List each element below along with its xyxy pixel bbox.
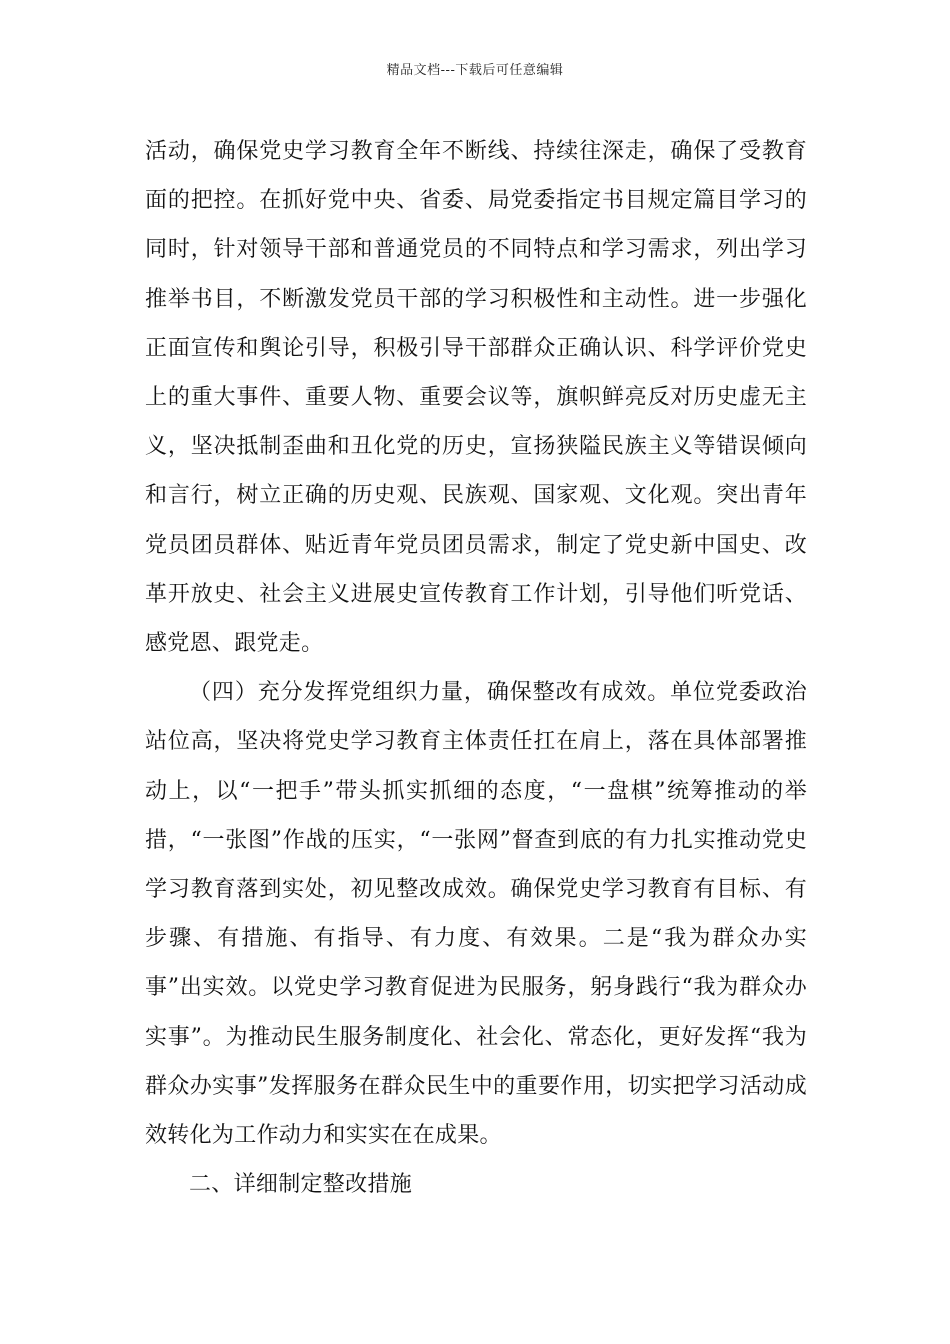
page-header: 精品文档---下载后可任意编辑 (386, 63, 564, 78)
document-body (145, 127, 807, 1209)
paragraph-section-four: （四）充分发挥党组织力量，确保整改有成效。单位党委政治站位高，坚决将党史学习教育主体责任扛在肩上，落在具体部署推动上，以“一把手”带头抓实抓细的态度，“一盘棋”统筹推动的举措，“一张图”作战的压实，“一张网”督查到底的有力扎实推动党史学习教育落到实处，初见整改成效。确保党史学习教育有目标、有步骤、有措施、有指导、有力度、有效果。二是“我为群众办实事”出实效。以党史学习教育促进为民服务，躬身践行“我为群众办实事”。为推动民生服务制度化、社会化、常态化，更好发挥“我为群众办实事”发挥服务在群众民生中的重要作用，切实把学习活动成效转化为工作动力和实实在在成果。 (145, 680, 807, 1149)
section-heading: 二、详细制定整改措施 (189, 1172, 413, 1198)
paragraph-continuation: 活动，确保党史学习教育全年不断线、持续往深走，确保了受教育面的把控。在抓好党中央、省委、局党委指定书目规定篇目学习的同时，针对领导干部和普通党员的不同特点和学习需求，列出学习推举书目，不断激发党员干部的学习积极性和主动性。进一步强化正面宣传和舆论引导，积极引导干部群众正确认识、科学评价党史上的重大事件、重要人物、重要会议等，旗帜鲜亮反对历史虚无主义，坚决抵制歪曲和丑化党的历史，宣扬狭隘民族主义等错误倾向和言行，树立正确的历史观、民族观、国家观、文化观。突出青年党员团员群体、贴近青年党员团员需求，制定了党史新中国史、改革开放史、社会主义进展史宣传教育工作计划，引导他们听党话、感党恩、跟党走。 (145, 139, 807, 657)
